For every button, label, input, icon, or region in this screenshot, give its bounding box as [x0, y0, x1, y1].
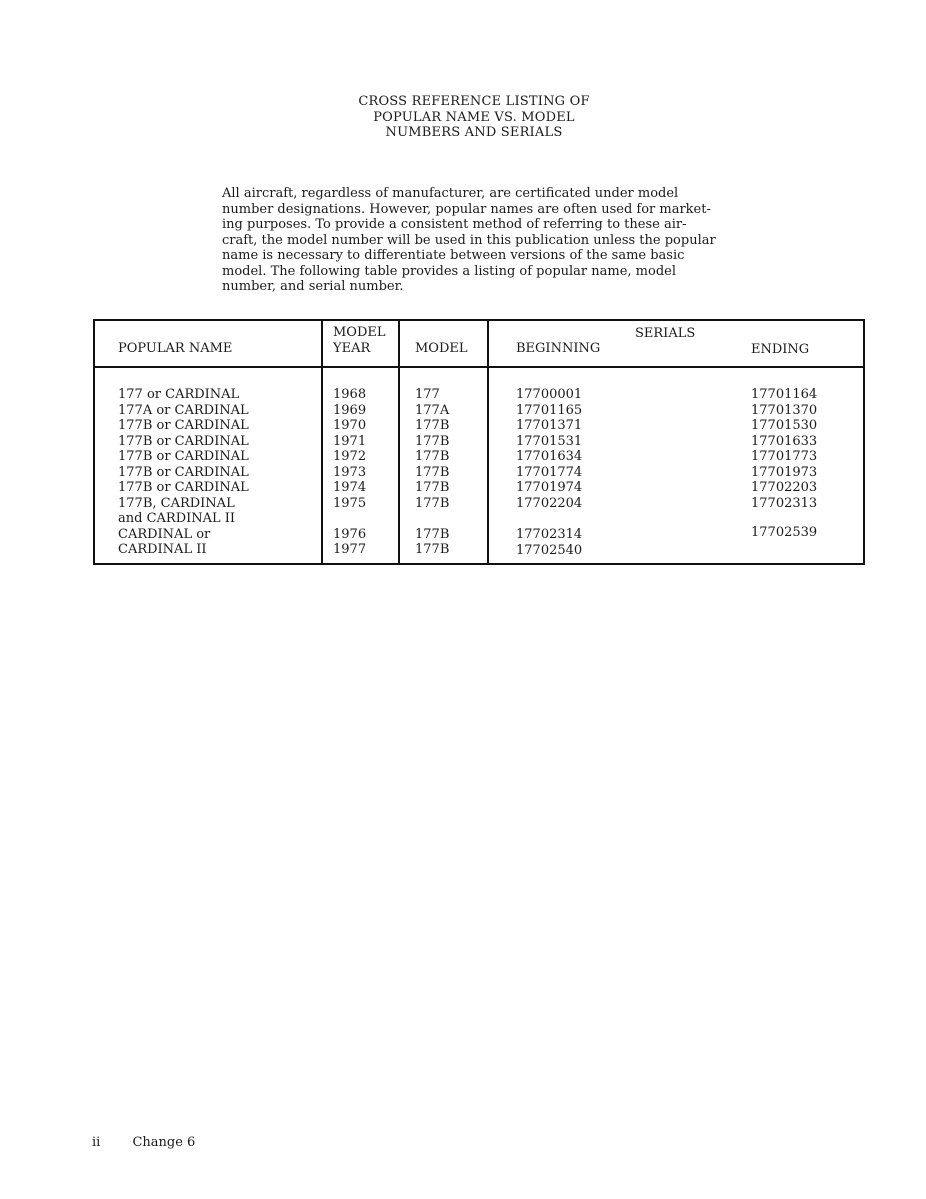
- title-line: NUMBERS AND SERIALS: [385, 125, 563, 140]
- cell-year: 1974: [333, 480, 367, 495]
- cell-year: 1971: [333, 433, 367, 449]
- cell-model: 177B: [415, 480, 450, 495]
- cell-ending: 17701973: [751, 464, 818, 480]
- header-divider: [95, 366, 863, 368]
- header-model-year: YEAR: [333, 341, 371, 356]
- cell-model: 177B: [415, 418, 450, 433]
- cell-model: 177B: [415, 449, 450, 464]
- cell-model: 177B: [415, 495, 450, 511]
- cell-year: 1972: [333, 449, 367, 464]
- cell-beginning: 17701634: [516, 449, 583, 464]
- cell-year: 1969: [333, 402, 367, 418]
- header-ending: ENDING: [751, 342, 810, 357]
- cell-model: 177B: [415, 464, 450, 480]
- intro-line: name is necessary to differentiate between versions of the same basic: [222, 248, 685, 263]
- title-line: POPULAR NAME VS. MODEL: [373, 109, 575, 125]
- intro-line: number designations. However, popular names are often used for market-: [222, 201, 711, 217]
- cell-model: 177B: [415, 526, 450, 542]
- cell-beginning: 17701165: [516, 402, 583, 418]
- cell-beginning: 17701371: [516, 418, 583, 433]
- cell-ending: 17702539: [751, 525, 818, 540]
- header-model: MODEL: [415, 341, 468, 356]
- cross-reference-table: [93, 319, 865, 565]
- cell-ending: 17702203: [751, 480, 818, 495]
- cell-beginning: 17702540: [516, 543, 583, 558]
- cell-name: 177B or CARDINAL: [118, 418, 249, 433]
- cell-model: 177B: [415, 433, 450, 449]
- intro-line: number, and serial number.: [222, 279, 404, 294]
- column-divider: [398, 321, 400, 563]
- title-line: CROSS REFERENCE LISTING OF: [358, 94, 590, 109]
- page-title: [0, 94, 926, 141]
- cell-name: 177A or CARDINAL: [118, 402, 249, 418]
- header-beginning: BEGINNING: [516, 341, 601, 356]
- cell-name: 177B or CARDINAL: [118, 464, 249, 480]
- header-model-year: MODEL: [333, 325, 386, 340]
- column-divider: [321, 321, 323, 563]
- intro-line: model. The following table provides a listing of popular name, model: [222, 263, 676, 279]
- cell-year: 1975: [333, 495, 367, 511]
- header-serials: SERIALS: [635, 326, 696, 341]
- cell-name: 177 or CARDINAL: [118, 387, 240, 402]
- header-popular-name: POPULAR NAME: [118, 341, 233, 356]
- cell-name: 177B, CARDINAL: [118, 495, 235, 511]
- intro-line: All aircraft, regardless of manufacturer, are certificated under model: [222, 186, 679, 201]
- cell-year: 1970: [333, 418, 367, 433]
- cell-ending: 17701530: [751, 418, 818, 433]
- cell-year: 1976: [333, 526, 367, 542]
- cell-beginning: 17701531: [516, 433, 583, 449]
- intro-line: craft, the model number will be used in this publication unless the popular: [222, 232, 716, 248]
- cell-beginning: 17701774: [516, 464, 583, 480]
- cell-ending: 17701164: [751, 387, 818, 402]
- cell-name: CARDINAL II: [118, 542, 207, 557]
- cell-beginning: 17700001: [516, 387, 583, 402]
- cell-model: 177: [415, 387, 440, 402]
- cell-name: 177B or CARDINAL: [118, 480, 249, 495]
- cell-name: 177B or CARDINAL: [118, 433, 249, 449]
- cell-name: 177B or CARDINAL: [118, 449, 249, 464]
- cell-name: and CARDINAL II: [118, 511, 236, 526]
- cell-year: 1968: [333, 387, 367, 402]
- cell-year: 1977: [333, 542, 367, 557]
- cell-ending: 17701633: [751, 433, 818, 449]
- cell-beginning: 17701974: [516, 480, 583, 495]
- cell-ending: 17702313: [751, 495, 818, 511]
- cell-name: CARDINAL or: [118, 526, 211, 542]
- page-footer: [92, 1135, 195, 1150]
- cell-beginning: 17702204: [516, 495, 583, 511]
- intro-line: ing purposes. To provide a consistent method of referring to these air-: [222, 217, 687, 232]
- cell-model: 177B: [415, 542, 450, 557]
- intro-paragraph: [222, 186, 752, 295]
- cell-ending: 17701370: [751, 402, 818, 418]
- cell-beginning: 17702314: [516, 526, 583, 542]
- cell-model: 177A: [415, 402, 450, 418]
- cell-ending: 17701773: [751, 449, 818, 464]
- change-label: Change 6: [132, 1135, 196, 1150]
- cell-year: 1973: [333, 464, 367, 480]
- page-number: ii: [92, 1135, 101, 1150]
- column-divider: [487, 321, 489, 563]
